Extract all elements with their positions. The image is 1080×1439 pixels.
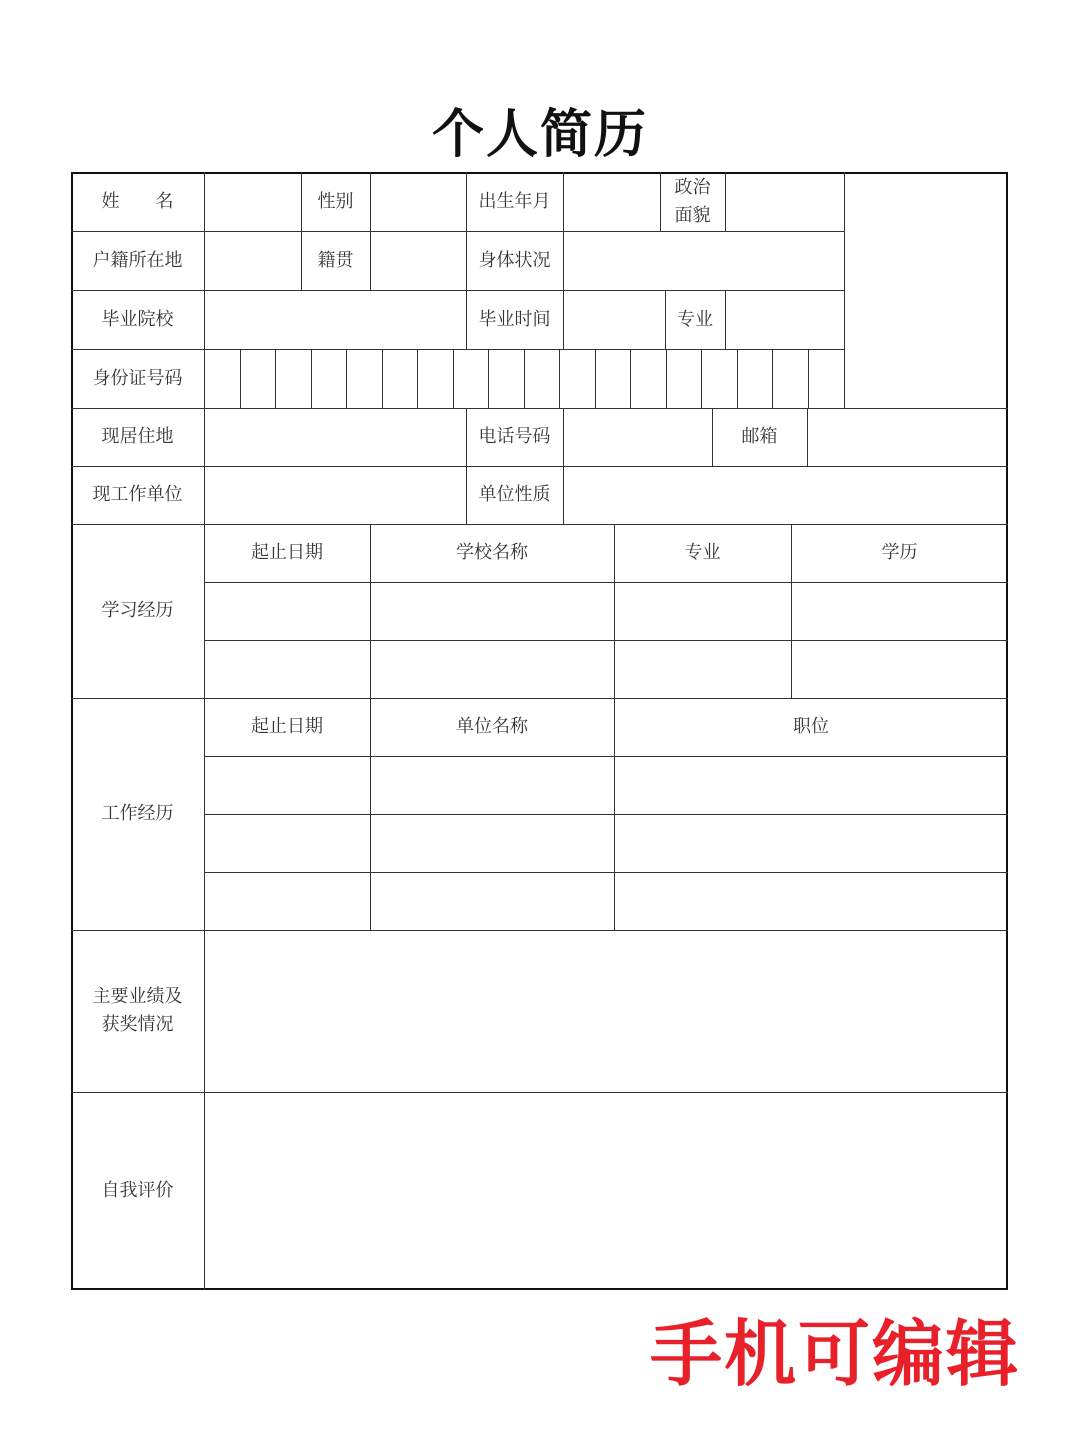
photo-area[interactable] — [845, 173, 1007, 407]
label-household: 户籍所在地 — [92, 249, 183, 271]
study-header-school: 学校名称 — [456, 542, 528, 563]
work-header-employer: 单位名称 — [456, 716, 528, 737]
label-achievements: 主要业绩及 获奖情况 — [92, 986, 183, 1035]
label-health: 身体状况 — [478, 249, 551, 271]
label-political: 政治 面貌 — [674, 176, 711, 226]
email-field[interactable] — [808, 409, 1007, 465]
study-history-rows[interactable] — [205, 583, 1007, 697]
work-header-position: 职位 — [793, 716, 829, 737]
school-field[interactable] — [205, 291, 465, 348]
label-work-history: 工作经历 — [101, 803, 174, 824]
editable-watermark: 手机可编辑 — [650, 1312, 1021, 1396]
grad-time-field[interactable] — [564, 291, 664, 348]
label-phone: 电话号码 — [478, 426, 551, 447]
political-field[interactable] — [726, 173, 843, 230]
name-field[interactable] — [205, 173, 300, 230]
major-field[interactable] — [726, 291, 843, 348]
label-self-eval: 自我评价 — [101, 1180, 174, 1201]
study-header-dates: 起止日期 — [251, 542, 323, 563]
address-field[interactable] — [205, 409, 465, 465]
self-eval-field[interactable] — [205, 1093, 1007, 1289]
page-title: 个人简历 — [431, 105, 648, 165]
household-field[interactable] — [205, 232, 300, 289]
label-id-number: 身份证号码 — [92, 367, 183, 389]
label-address: 现居住地 — [101, 426, 174, 447]
label-native-place: 籍贯 — [317, 249, 354, 271]
label-birth: 出生年月 — [478, 190, 551, 212]
gender-field[interactable] — [371, 173, 465, 230]
achievements-field[interactable] — [205, 931, 1007, 1091]
label-grad-time: 毕业时间 — [478, 308, 551, 330]
employer-type-field[interactable] — [564, 467, 1007, 523]
employer-field[interactable] — [205, 467, 465, 523]
label-employer-type: 单位性质 — [478, 484, 551, 505]
study-header-degree: 学历 — [881, 542, 918, 563]
native-place-field[interactable] — [371, 232, 465, 289]
label-employer: 现工作单位 — [92, 484, 183, 505]
label-gender: 性别 — [317, 190, 354, 212]
label-school: 毕业院校 — [101, 308, 174, 330]
work-header-dates: 起止日期 — [251, 716, 323, 737]
health-field[interactable] — [564, 232, 843, 289]
work-history-rows[interactable] — [205, 757, 1007, 929]
study-header-major: 专业 — [684, 542, 721, 563]
label-study-history: 学习经历 — [101, 600, 174, 621]
label-email: 邮箱 — [741, 426, 778, 447]
phone-field[interactable] — [564, 409, 711, 465]
birth-field[interactable] — [564, 173, 659, 230]
id-number-field[interactable] — [205, 350, 843, 407]
label-name: 姓 名 — [101, 190, 174, 212]
label-major: 专业 — [677, 308, 713, 330]
